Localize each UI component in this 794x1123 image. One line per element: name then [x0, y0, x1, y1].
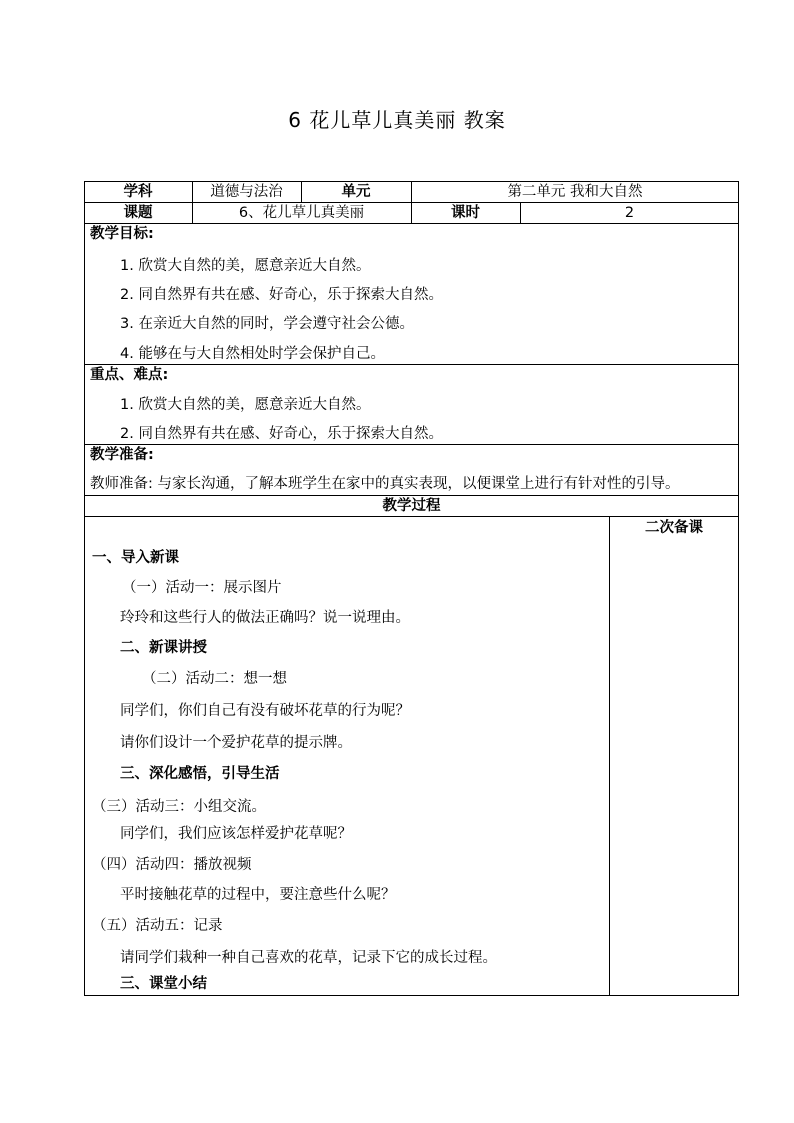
- lesson-value: 6、花儿草儿真美丽: [238, 205, 365, 221]
- process-line: （三）活动三：小组交流。: [92, 799, 266, 815]
- hours-value: 2: [624, 205, 635, 221]
- unit-label: 单元: [341, 184, 371, 200]
- process-line: 同学们，我们应该怎样爱护花草呢？: [120, 826, 352, 842]
- row-divider: [84, 444, 739, 445]
- preparation-text: 教师准备: 与家长沟通，了解本班学生在家中的真实表现，以便课堂上进行有针对性的引导。: [90, 476, 680, 492]
- row-divider: [84, 364, 739, 365]
- process-line: 三、课堂小结: [120, 976, 207, 992]
- page-title: 6 花儿草儿真美丽 教案: [288, 108, 506, 132]
- hours-label: 课时: [451, 205, 480, 221]
- objective-item: 1. 欣赏大自然的美，愿意亲近大自然。: [120, 258, 371, 274]
- lesson-plan-table: [84, 181, 739, 996]
- objectives-heading: 教学目标:: [90, 226, 154, 242]
- process-line: 一、导入新课: [92, 550, 179, 566]
- objective-item: 2. 同自然界有共在感、好奇心，乐于探索大自然。: [120, 287, 443, 303]
- key-points-heading: 重点、难点:: [90, 367, 169, 383]
- row-divider: [84, 223, 739, 224]
- objective-item: 3. 在亲近大自然的同时，学会遵守社会公德。: [120, 316, 414, 332]
- key-point-item: 1. 欣赏大自然的美，愿意亲近大自然。: [120, 397, 371, 413]
- process-line: （一）活动一：展示图片: [122, 580, 282, 596]
- unit-value: 第二单元 我和大自然: [507, 184, 643, 200]
- subject-label: 学科: [123, 184, 153, 200]
- process-line: 请你们设计一个爱护花草的提示牌。: [120, 735, 352, 751]
- subject-value: 道德与法治: [210, 184, 283, 200]
- process-line: 三、深化感悟，引导生活: [120, 766, 280, 782]
- process-line: （五）活动五：记录: [92, 918, 223, 934]
- revision-column-heading: 二次备课: [645, 520, 703, 536]
- process-line: （二）活动二：想一想: [142, 671, 287, 687]
- process-heading: 教学过程: [382, 498, 441, 514]
- process-line: （四）活动四：播放视频: [92, 857, 252, 873]
- side-column-divider: [609, 516, 610, 996]
- table-border-bottom: [84, 995, 739, 996]
- process-line: 二、新课讲授: [120, 640, 207, 656]
- process-line: 请同学们栽种一种自己喜欢的花草，记录下它的成长过程。: [120, 950, 497, 966]
- key-point-item: 2. 同自然界有共在感、好奇心，乐于探索大自然。: [120, 426, 443, 442]
- process-line: 平时接触花草的过程中，要注意些什么呢？: [120, 887, 396, 903]
- table-border-right: [738, 181, 739, 996]
- row-divider: [84, 495, 739, 496]
- lesson-label: 课题: [123, 205, 153, 221]
- preparation-heading: 教学准备:: [90, 447, 154, 463]
- table-border-left: [84, 181, 85, 996]
- process-line: 同学们，你们自己有没有破坏花草的行为呢？: [120, 703, 410, 719]
- objective-item: 4. 能够在与大自然相处时学会保护自己。: [120, 346, 385, 362]
- row-divider: [84, 516, 739, 517]
- process-line: 玲玲和这些行人的做法正确吗？说一说理由。: [120, 610, 410, 626]
